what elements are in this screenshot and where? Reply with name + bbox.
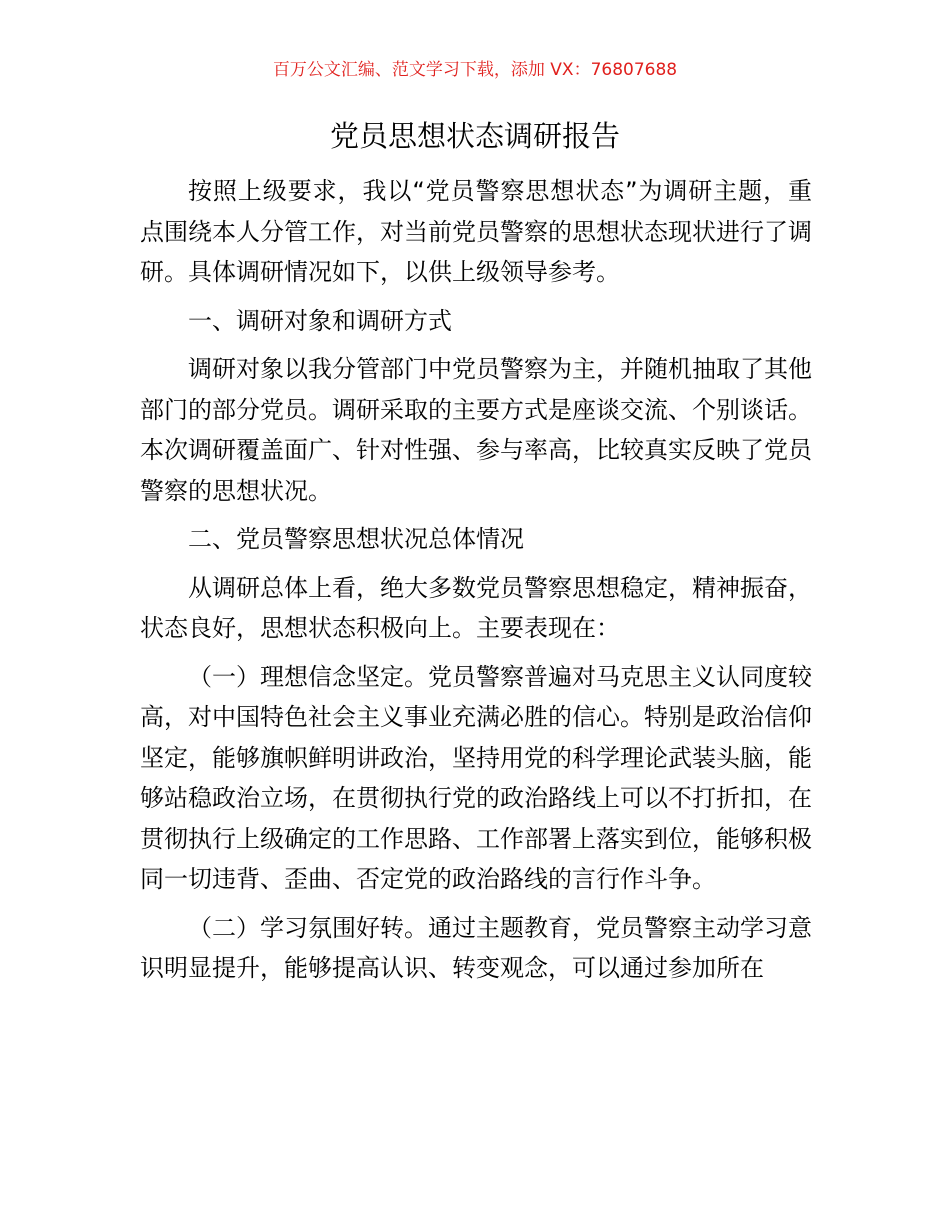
section-heading-2: 二、党员警察思想状况总体情况	[188, 525, 524, 553]
paragraph-point-1: （一）理想信念坚定。党员警察普遍对马克思主义认同度较高，对中国特色社会主义事业充满必胜的信心。特别是政治信仰坚定，能够旗帜鲜明讲政治，坚持用党的科学理论武装头脑，能够站稳政治立场，在贯彻执行党的政治路线上可以不打折扣，在贯彻执行上级确定的工作思路、工作部署上落实到位，能够积极同一切违背、歪曲、否定党的政治路线的言行作斗争。	[140, 662, 812, 893]
intro-paragraph: 按照上级要求，我以“党员警察思想状态”为调研主题，重点围绕本人分管工作，对当前党员警察的思想状态现状进行了调研。具体调研情况如下，以供上级领导参考。	[140, 177, 812, 286]
paragraph-overview: 从调研总体上看，绝大多数党员警察思想稳定，精神振奋，状态良好，思想状态积极向上。主要表现在：	[140, 573, 812, 642]
watermark-banner: 百万公文汇编、范文学习下载，添加 VX：76807688	[272, 60, 678, 80]
document-body	[140, 171, 812, 989]
paragraph-point-2: （二）学习氛围好转。通过主题教育，党员警察主动学习意识明显提升，能够提高认识、转变观念，可以通过参加所在	[140, 913, 812, 982]
section-heading-1: 一、调研对象和调研方式	[188, 306, 452, 335]
page-title: 党员思想状态调研报告	[329, 119, 620, 153]
paragraph-survey-method: 调研对象以我分管部门中党员警察为主，并随机抽取了其他部门的部分党员。调研采取的主要方式是座谈交流、个别谈话。本次调研覆盖面广、针对性强、参与率高，比较真实反映了党员警察的思想状况。	[140, 355, 812, 505]
